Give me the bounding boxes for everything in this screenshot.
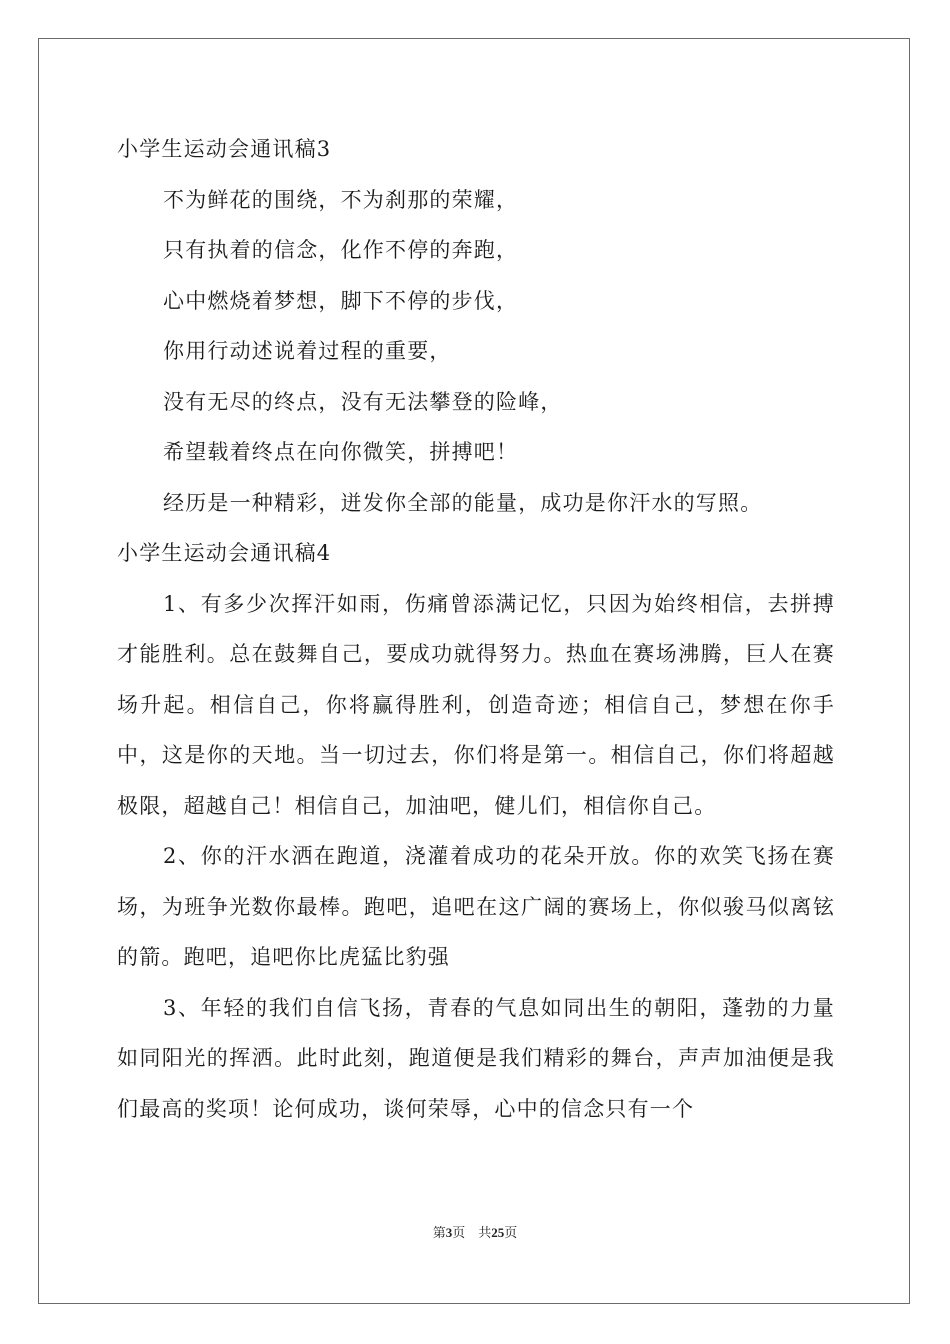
footer-page-suffix: 页: [452, 1225, 466, 1240]
paragraph: 1、有多少次挥汗如雨，伤痛曾添满记忆，只因为始终相信，去拼搏才能胜利。总在鼓舞自己，要成功就得努力。热血在赛场沸腾，巨人在赛场升起。相信自己，你将赢得胜利，创造奇迹；相信自己，梦想在你手中，这是你的天地。当一切过去，你们将是第一。相信自己，你们将超越极限，超越自己！相信自己，加油吧，健儿们，相信你自己。: [117, 591, 835, 818]
page-footer: [0, 1222, 950, 1241]
paragraph: 2、你的汗水洒在跑道，浇灌着成功的花朵开放。你的欢笑飞扬在赛场，为班争光数你最棒。跑吧，追吧在这广阔的赛场上，你似骏马似离铉的箭。跑吧，追吧你比虎猛比豹强: [117, 844, 835, 969]
section-heading: 小学生运动会通讯稿3: [117, 137, 332, 161]
document-body: [117, 124, 835, 1134]
paragraph: 3、年轻的我们自信飞扬，青春的气息如同出生的朝阳，蓬勃的力量如同阳光的挥洒。此时此刻，跑道便是我们精彩的舞台，声声加油便是我们最高的奖项！论何成功，谈何荣辱，心中的信念只有一个: [117, 995, 835, 1121]
page-number: 3: [445, 1225, 453, 1240]
section-heading: 小学生运动会通讯稿4: [117, 541, 332, 565]
poem-line: 不为鲜花的围绕，不为刹那的荣耀，: [163, 187, 519, 212]
poem-line: 希望载着终点在向你微笑，拼搏吧！: [163, 440, 519, 464]
footer-prefix: 第: [432, 1225, 446, 1240]
footer-total-suffix: 页: [504, 1225, 518, 1240]
footer-total-prefix: 共: [478, 1225, 492, 1240]
poem-line: 心中燃烧着梦想，脚下不停的步伐，: [163, 288, 519, 313]
poem-line: 没有无尽的终点，没有无法攀登的险峰，: [163, 389, 563, 414]
poem-line: 只有执着的信念，化作不停的奔跑，: [163, 238, 519, 262]
poem-line: 你用行动述说着过程的重要，: [163, 339, 452, 363]
poem-line: 经历是一种精彩，迸发你全部的能量，成功是你汗水的写照。: [163, 490, 763, 515]
total-pages: 25: [491, 1225, 505, 1240]
